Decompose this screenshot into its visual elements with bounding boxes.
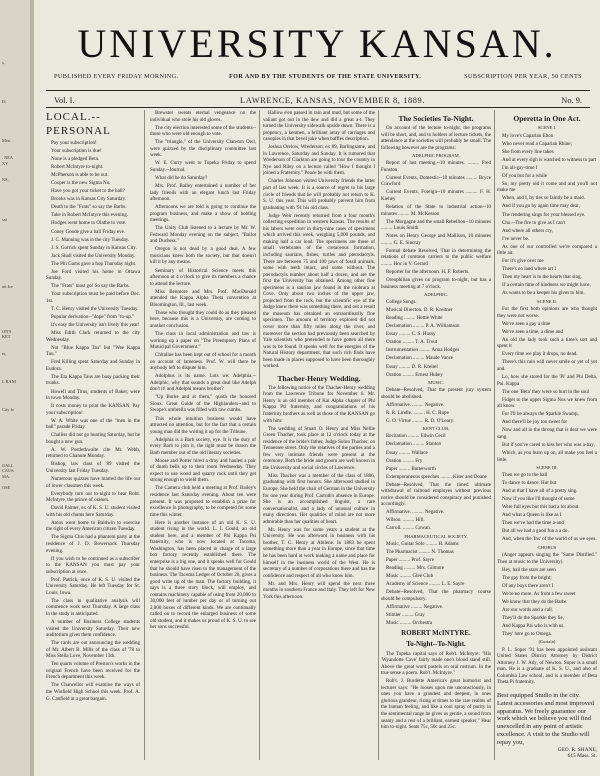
column-rule	[378, 110, 379, 760]
verse-line: So, my pretty old it come and and you'll not make me	[497, 180, 597, 194]
verse-line: Of any boys there aren't I	[502, 582, 554, 589]
verse-line: I'm all-gay-time I	[502, 164, 538, 171]
local-item: Coney Goode give a ball Friday eve.	[51, 228, 126, 235]
news-paragraph: The "triangle," of the University Clan-ton Owl, were quizzed by the disciplinary committee last week.	[150, 139, 256, 159]
adelphic-program	[381, 299, 491, 378]
verse-line: Now if you like I'll thought of some	[502, 496, 575, 503]
local-item: Miss Edith Clark returned to the city Wednesday.	[46, 330, 140, 343]
verse-line: Were full eyes but this bad a lot about.	[502, 504, 580, 511]
scene-one-verse	[497, 133, 597, 297]
column-local-personal	[46, 110, 140, 760]
local-item: Howell and Titus, students of Baker, were in town Monday.	[46, 388, 140, 402]
debater-line: G. O. Virtue ......... R. D. O'Leary.	[386, 417, 455, 424]
orelian-subhead: ADELPHIC PROGRAM.	[412, 152, 460, 158]
soper-notice: P. L. Soper '91 has been appointed assistant United States District Attorney by District Attorney J. W. Ady, of Newton. Soper is a small man. He is a graduate of K. S. U., and also of Columbia Law school, and is a member of Beta Theta Pi fraternity.	[497, 646, 597, 686]
program-line: Music, Guitar Solo ......... H. Adams	[386, 541, 459, 548]
program-line: Oration ......... T. A. Trout	[386, 339, 438, 346]
verse-line: But all we had a good fun a a do.	[502, 528, 569, 535]
verse-line: She from every line takes	[502, 148, 554, 155]
local-item: The Eta Kappa Taus are busy packing their trunks.	[46, 373, 140, 387]
verse-line: And if you go by again time may dear,	[502, 203, 580, 210]
debater-line: Affirmative. ......... Negative.	[386, 401, 445, 408]
program-line: Current Events, Domestic--10 minutes ......... Bryce Crawford	[381, 174, 491, 188]
local-item: Everybody turn out to-night to hear Robt. McIntyre, the prince of orators.	[46, 490, 140, 504]
volume-label: Vol. I.	[54, 96, 75, 105]
verse-line: Now and all in the throng that is dear we were sang.	[497, 427, 597, 440]
local-personal-heading: LOCAL.--PERSONAL	[46, 111, 111, 137]
debater-line: Wilson. ......... Hill.	[386, 517, 425, 524]
program-line: Musical Directon. D. R. Kreitner	[386, 307, 453, 314]
wedding-heading: Thacher-Henry Wedding.	[277, 373, 361, 383]
local-item: Your subscription must be paid before Dec. 1st.	[46, 291, 140, 304]
local-item: The class in qualitative analysis will commence work next Thursday. A large class in the study is anticipated.	[46, 597, 140, 617]
news-paragraph: Oregon is not dead by a good deal. A few musicians knew both the society, but that doesn't kill it by any means.	[150, 246, 256, 266]
local-item: Jack Shall visited the University Monday.	[51, 252, 136, 259]
newspaper-page	[34, 0, 600, 776]
news-paragraph: Chitaline has been kept out of school for a month on account of lameness. Prof. W. will there be anybody left to dispute him.	[150, 352, 256, 372]
news-paragraph: Brewster sweats eternal vengeance on the individual who stole his old gloves.	[150, 110, 256, 123]
verse-line: Hey, hail the stars are seen	[502, 566, 556, 573]
program-line: Current Events, Foreign--10 minutes ......... F. H. Kiehey	[381, 189, 491, 202]
local-item: Have you got your ticket to the ball?	[51, 188, 125, 195]
wedding-paragraph: Miss Thacher was a member of the class of 1886, graduating with first honors. She afterward studied in Europe. She held the chair of German in the University for one year during Prof. Carruth's absence in Europe. She is an accomplished linguist, a rare conversationalist, and a lady of unusual culture in many directions. Her qualities of mind are not more admirable than her qualities of heart.	[263, 472, 375, 525]
local-item: W. A. White was one of the "men in the ball" parade Friday.	[46, 417, 140, 431]
local-item: Not "Blue Kappa Tau" but "Wee Kappa Tau."	[46, 344, 140, 358]
chorus-label: CHORUS	[537, 544, 557, 550]
header-rule-top	[46, 90, 590, 91]
column-three	[263, 110, 375, 760]
header-rule-bottom	[46, 107, 590, 108]
local-items	[46, 140, 140, 702]
verse-line: Which, as you learn up on, all make you feel a little.	[497, 449, 597, 463]
local-item: The Sigma Chis had a phantom party at the residence of J. D. Bowersock Thursday evening.	[46, 534, 140, 554]
local-item: The Phi Gams gave a hop Thursday night.	[51, 260, 137, 267]
verse-line: As wants to be a keeper his gives to him.	[502, 290, 585, 297]
curtain-label: (Curtain)	[538, 639, 556, 645]
verse-line: My love's Caparian Ebon	[502, 132, 554, 139]
verse-line: An old the lady took such a time's sort and spent it	[497, 336, 597, 350]
program-line: Oration ......... Ernest Hubey	[386, 371, 443, 378]
verse-line: Then my heart is to the hearts that sing.	[502, 274, 582, 281]
mcintyre-paragraph: The Topeka capital says of Rob't. McIntyre: "His 'Wyandotte Cave' fairly made one's blood stand still. Above the great word pastels on oral rostrum. In the true sense a poem. Rob't. McIntyre."	[381, 650, 491, 677]
program-line: Report of last meeting.--10 minutes. ......... Fred Funston	[381, 160, 491, 173]
local-item: Take in Robert McIntyre this evening.	[51, 212, 129, 219]
verse-line: Lo, how she stored for the 'Pi' and Phi Delta, Pai. Kappa	[497, 374, 597, 387]
verse-line: The one 'Beta' they were so hurt in the soul	[502, 388, 590, 395]
mcintyre-paragraph: Rob't. J. Burdette America's great humorist and lecturer says: "He looses upon me unconsciously, in ones you have a grandest and deepest, in ones glorious grandeur, rising at times to the rare realms of the human feeling, and like a cool spray of purity in the sentimental range he gives us gentle, a sound from seamy and a rest of a brilliant, earnest speaker," Hear him to-night. Seats 75c, 50c and 25c.	[381, 678, 491, 731]
scene-three-label: SCENE III.	[536, 464, 558, 470]
societies-heading: The Societies To-Night.	[398, 114, 474, 123]
local-item: Death to the "Frats" so say the Barbs.	[51, 204, 127, 211]
local-item: It costs money to print the KANSAN. Pay your subscription!	[46, 403, 140, 416]
verse-line: Who never read a Caparian Rhine;	[502, 140, 572, 147]
verse-line: They' here go to Omega.	[502, 631, 552, 638]
verse-line: To dance to dance. Hut but	[502, 480, 557, 487]
news-paragraph: Adolphus is its name. Lots we: Adelphia.--Adelphic, why that sounds a great deal like Adelph don't it! and Adelphi means brother?	[150, 373, 256, 393]
column-operetta	[497, 110, 597, 760]
program-line: Declamation ......... Maude Vance	[386, 355, 454, 362]
local-item: The "Frats" must go! So say the Barbs.	[51, 283, 130, 290]
program-line: The Morgagne and the small Rebellion--10 minutes ......... Louis Smith	[381, 218, 491, 232]
adelphic-subhead: ADELPHIC.	[424, 291, 448, 297]
advertiser-address: 615 Mass. St.	[567, 753, 597, 760]
operetta-heading: Operetta in One Act.	[513, 114, 581, 123]
adjacent-page-strip	[0, 0, 30, 776]
program-line: Music ......... Orchestra	[386, 620, 433, 627]
column-two-items	[150, 110, 256, 631]
verse-line: We've seen a time, a dime and	[502, 328, 563, 335]
column-societies	[381, 110, 491, 760]
studio-advertisement: Best equipped Studio in the city. Latest accessories and most improved apparatus. We freely guarantee our work which we believe you will find unexcelled in any point of artistic excellence. A visit to the Studio will repay you,	[497, 691, 594, 746]
scene-three-verse	[497, 472, 597, 543]
news-paragraph: Charles Johnson visited University friends the latter part of last week. It is a source of regret to his large circle of friends that he will probably not return to K. S. U. this year. This will probably prevent him from graduating with '91 his old class.	[263, 178, 375, 211]
local-item: Bishop, law class of '89 visited the University last Friday Tuesday.	[46, 461, 140, 475]
news-paragraph: Hallow e'en passed in rain and mud, but some of the valiant got out in the dew and did a great a-t. They turned the University sidewalk upside down. There is a propency, a kenmen, a brilliant array of carriages and canopies in that bevel joke when baffles description.	[263, 110, 375, 143]
verse-line: For it's give over me	[502, 258, 544, 265]
program-line: Declamation ......... P. A. Williamson	[386, 323, 460, 330]
verse-line: Cho.--The fire to give as I can't	[502, 219, 566, 226]
program-line: Music ......... Glee Club	[386, 573, 434, 580]
local-item: It's easy the University isn't lively this year!	[51, 322, 140, 329]
verse-line: Then we go to the hall	[502, 472, 548, 479]
mcintyre-heading: ROBERT McINTYRE.	[401, 628, 471, 637]
societies-paragraph: On account of the lecture to-night, the programs will be short, and, and to holders of lecture tickets, the attendance at the societies will probably be small. The following however are the programs:	[381, 125, 491, 151]
local-item: Brooks was in Kansas City Saturday.	[51, 196, 126, 203]
news-paragraph: This whole intuition business would have attracted no attention, but for the fact that a certain young man did the writing it up for the Tribune.	[150, 415, 256, 435]
verse-line: Of you but for a while	[502, 172, 547, 179]
local-item: J. C. Manning was in the city Tuesday.	[51, 236, 130, 243]
local-item: David Palmer, ex of K. S. U. student visited with his old chums here Saturday.	[46, 505, 140, 518]
music-subhead: MUSIC.	[428, 379, 444, 385]
news-paragraph: W. E. Curry went to Topeka Friday to spend Sunday.--Journal.	[150, 160, 256, 173]
program-line: Academy of Science ......... L. E. Sayre	[386, 581, 465, 588]
verse-line: And where all others cry,	[502, 227, 553, 234]
column-rule	[144, 110, 145, 760]
wedding-paragraph: The wedding of Stuart O. Henry and Miss Nellie Green Thacher, took place at 12 o'clock today at the residence of the bride's father, Judge Solon Thacher, on Tennessee street. Only the relatives of the parties and a few very intimate friends were present at the ceremony. Both the bride and groom are well known in the University and social circles of Lawrence.	[263, 425, 375, 471]
local-item: Joe Ford visited his home in Ottawa Sunday.	[46, 268, 140, 282]
verse-line: They'll do the Sparkle they lie,	[502, 614, 565, 621]
chorus-note: (Anger appears singing the "Same Distilled." Then at music to the University)	[497, 552, 597, 565]
news-paragraph: Judge Weir recently returned from a four month's collecting expedition in western Kansas. The results of his labors were over in thirty-nine cases of specimens which arrived this week, weighing 5,000 pounds, and making half a car load. The specimens are those of small vertebrates of the cretaceous formation, including saurians, fishes, turtles and pterodactyls. There are between 75 and 100 jaws of fossil animals, some with teeth intact, and some without. The pterodactyls number about half a dozen, and are the first the University has obtained. Among other fine specimens is a saurian jaw found in the niobrara at Cove. Only about two inches of the upper jaw, projected from the rock, but the scientific eye of the Judge knew there was something there, and out a result the museum has obtained an extraordinarily fine specimen. The amount of territory explored did not cover more than fifty miles along the river, and moreover the section had previously been searched by Yale scientists who pretended to have gotten all there was to be found. It speaks well for the energies of the Natural History department, that such rich finds have been made in places supposed to have been thoroughly worked.	[263, 212, 375, 370]
verse-line: And at every sigh is watched to witness to part	[502, 156, 597, 163]
wedding-paragraph: Mr. and Mrs. Henry will spend the next three months in southern France and Italy. They left for New York this afternoon.	[263, 580, 375, 600]
verse-line: There's this rain will never smile or yet of yet and.	[497, 359, 597, 372]
verse-line: And at that I have all of a pretty sing.	[502, 488, 578, 495]
verse-line: We know that they do the Barbs	[502, 598, 567, 605]
news-paragraph: The Camera club held a meeting at Prof. Bailey's residence last Saturday evening. About ten were present. It was proposed to establish a prize for excellence in photography, to be competed for some time this winter.	[150, 485, 256, 518]
news-paragraph: Adelphia is a Barb society, eye. It is the duty of every Barb to join it, the light must be drawn the Barb member out of the old literary societies.	[150, 436, 256, 456]
local-item: Prof. Patrick, once of K. S. U. visited the University Saturday. He left Tuesday for St. Louis, Iowa.	[46, 576, 140, 596]
program-line: Declamation ......... Stanton	[386, 441, 442, 448]
wedding-paragraph: Mr. Henry was for some years a student at the University. He was afterward in business with his brother, T. C. Henry at Abilene. In 1883 he spent something more than a year in Europe, since that time he has been hard at work making a name and place for himself in the business world of the West. He is secretary of a number of corporations there and has the confidence and respect of all who know him.	[263, 526, 375, 579]
local-item: The Chancellor will examine the ways of the Winfield High School this week. Prof. A. G. Canfield at a great bargain.	[46, 682, 140, 702]
kent-club-program	[381, 433, 491, 480]
news-paragraph: "Up Burke and at them," quoth the honored Sioux. Great Guide of the Highlanders--and to Swope's umbrella was filled with raw cumbs.	[150, 394, 256, 414]
program-line: Instrumentation ......... Anna Hodges	[386, 347, 460, 354]
wedding-paragraph: The following notice of the Thacher-Henry wedding from the Lawrence Tribune for November 6. Mr. Henry is an old member of Kai Alpha chapter of Phi Kappa Psi fraternity, and congratulations of his fraternity brothers as well as those of the KANSAN go with him:	[263, 384, 375, 424]
local-item: If you wish to be continued as a subscriber to the KANSAN you must pay your subscription at once.	[46, 555, 140, 575]
news-paragraph: Moose and Porter hired a dray and hauled a pair of dumb bells up to their room Wednesday. They expect to use wood and quarry rock until they get strong enough to wield them.	[150, 457, 256, 484]
verse-line: And there'll be joy too sweet for	[502, 419, 568, 426]
mcintyre-subheading: To-Night--To-Night.	[406, 639, 466, 648]
verse-line: Then we've had the time a-and	[502, 520, 564, 527]
verse-line: We've seen a gay a time	[502, 320, 551, 327]
wedding-article	[263, 385, 375, 601]
debater-line: Affirmative. ......... Negative.	[386, 509, 445, 516]
verse-line: The rendering sings for your blessed eye.	[502, 211, 586, 218]
subscription-price: SUBSCRIPTION PER YEAR, 50 CENTS	[464, 73, 582, 80]
debate-one: Debate--Resolved, That the present jury system should be abolished.	[381, 387, 491, 400]
program-line: Recitation ......... Edwin Cecil	[386, 433, 446, 440]
program-line: Essay ......... D. R. Kreitel	[386, 363, 438, 370]
news-paragraph: Joshua Orelow, Wrederson, ex 89, Barlingsame, and in Lawrence, Saturday and Sunday. It is rumored that Wrederson of Clarkton are going to tour the country in Nye and Riley on a lecture called "How I thought I joined a Fraternity." Peace be with them.	[263, 144, 375, 177]
local-item: J. S. Gorrick spent Sunday in Kansas City.	[51, 244, 137, 251]
column-two	[150, 110, 256, 760]
local-item: Pay your subscription!	[51, 140, 97, 146]
masthead-title: UNIVERSITY KANSAN.	[77, 21, 557, 66]
news-paragraph: Mrs. Prof. Bailey entertained a number of her lady friends with an elegant lunch last Friday afternoon.	[150, 182, 256, 203]
verse-line: And Kappa Pai who is with us.	[502, 623, 565, 629]
place-date: LAWRENCE, KANSAS, NOVEMBER 8, 1889.	[240, 96, 426, 105]
program-line: College Songs.	[386, 299, 417, 306]
verse-line: But if you've cared to kiss her who was a-bay,	[502, 441, 595, 448]
local-item: Amos went home to Baldwin to exercise the right of every American citizen Tuesday.	[46, 519, 140, 533]
local-item: Robert McIntyre to-night.	[51, 164, 104, 171]
local-item: Cooper is the new Sigma Nu.	[51, 180, 111, 187]
verse-line: The gay from the bright;	[502, 574, 552, 581]
verse-line: We're no more. As from a few sweet	[502, 590, 576, 597]
mcintyre-article	[381, 651, 491, 731]
debater-line: Carroll. ......... Cowan.	[386, 525, 431, 532]
news-paragraph: Those who thought they could do as they pleased here, because this is a University, are coming to another conclusion.	[150, 309, 256, 329]
program-line: Formal debate Resolved, That in determining the relations of common carriers to the public welfare ......... Hoc in V. Gerard	[381, 247, 491, 267]
program-line: Relation of the State to industrial action--10 minutes ......... M. McKesson	[381, 204, 491, 217]
news-paragraph: What did he do Saturday?	[155, 174, 208, 181]
column-three-items	[263, 110, 375, 370]
local-item: A number of Business College students visited the University Saturday. Their new auditorium gives them confidence.	[46, 619, 140, 639]
column-rule	[494, 110, 495, 760]
pharmaceutical-program	[381, 541, 491, 627]
debate-two-sides	[381, 509, 491, 532]
verse-line: There's no land where art I	[502, 266, 557, 273]
local-item: Numerous quizzes have marred the life out of lower classmen this week.	[46, 476, 140, 489]
chorus-verse	[497, 567, 597, 638]
news-paragraph: Miss Benmore and Mrs. Prof. MacDonald attended the Kappa Alpha Theta convention at Bloomington, Ill., last week.	[150, 288, 256, 308]
program-line: Reading ......... Mrs. Gilmore	[386, 565, 445, 572]
program-line: Oreophilian gives no program to-night, but has a business meeting at 7 o'clock.	[381, 276, 491, 290]
verse-line: For I'll be always the Sparkle Swamp,	[502, 411, 579, 418]
news-paragraph: The class in local administration and law is working up a paper on "The Preemptory Plans of Municipal Government."	[150, 330, 256, 351]
local-item: Fred Killing spent Saturday and Sunday in Eudora.	[46, 359, 140, 372]
issue-number: No. 9.	[561, 96, 582, 105]
local-item: The cards are out announcing the wedding of Mr. Albert B. Mills of the class of '78 to Miss Stella Love, November 13th.	[46, 640, 140, 660]
program-line: Paper ......... Prof. Sayre	[386, 557, 435, 564]
scene-two-label: SCENE II.	[537, 298, 557, 304]
verse-line: For the first both opinions are who thought they were not worse.	[497, 306, 597, 319]
local-item: Popular derivation--"dope" from "to-up."	[51, 314, 135, 321]
verse-line: And what a Queen is like as I	[502, 512, 562, 519]
publication-motto: FOR AND BY THE STUDENTS OF THE STATE UNIVERSITY.	[229, 73, 422, 80]
program-line: Essay ......... Wallace	[386, 449, 428, 456]
local-item: None is a pledged Beta.	[51, 156, 100, 163]
program-line: Reporter for the afternoon. H. F. Roberts.	[386, 268, 470, 275]
verse-line: Fidget to the upper Sigma Nus we knew from all know.	[497, 396, 597, 410]
local-item: Your subscription is due!	[51, 148, 102, 155]
verse-line: I've never be.	[502, 235, 530, 242]
scene-one-label: SCENE I.	[537, 125, 557, 130]
verse-line: As one of our controlled we're compared a little air.	[497, 243, 597, 257]
news-paragraph: The city election interested some of the students--those who were old enough to vote.	[150, 124, 256, 138]
debater-line: R. R. Lindle. ......... H. C. Rupe	[386, 409, 449, 416]
news-paragraph: Here is another instance of an old K. S. U. student rising in the world. L. I. Gould, an old student here, and a member of Phi Kappa Psi fraternity, who is now located at Tacoma, Washington, has been placed in charge of a large box factory recently established there. The enterprise is a big one, and it speaks well for Gould that he should have risen to the management of the business. The Tacoma Ledger of October 20, gives a good write up of the man. The factory building, it says is a three story block, will employ, and contains machinery capable of using from 20,000 to 30,000 feet of lumber per day or of turning out 2,000 boxes of different kinds. We are continually called on to record the enlarged business of some old student, and it makes us proud of K. S. U. to see her sons successful.	[150, 519, 256, 631]
program-line: Reading ......... Hettie White	[386, 315, 443, 322]
verse-line: And, when the 'Ins' of the world of us we eyes.	[502, 536, 597, 543]
publication-frequency: PUBLISHED EVERY FRIDAY MORNING.	[54, 73, 179, 80]
kent-club-subhead: KENT CLUB.	[422, 425, 450, 431]
news-paragraph: Afternoons we are told is going to continue the program business, and make a show of holding meetings.	[150, 204, 256, 224]
advertiser-name: GEO. R. SHANE,	[557, 746, 597, 753]
local-item: A. W. Postlethwaite cite Mr. Webb, returned to Chanute Monday.	[46, 446, 140, 460]
pharmaceutical-subhead: PHARMACEUTICAL SOCIETY.	[404, 533, 468, 539]
societies-intro	[381, 125, 491, 151]
program-line: The Pharmacist ......... N. Thomas	[386, 549, 454, 556]
local-item: Challiss did not go hunting Saturday, but he bought a new gun.	[46, 432, 140, 445]
program-line: Essay ......... C. S. Hussy	[386, 331, 436, 338]
program-line: Paper ......... Butterworth	[386, 465, 436, 472]
local-item: McPherson is able to be out.	[51, 172, 109, 179]
local-item: T. C. Henry visited the University Tuesday.	[51, 305, 139, 312]
verse-line: Every time we play it drops, no dead.	[502, 351, 578, 358]
debate-one-sides	[381, 402, 491, 425]
news-paragraph: Seminary of Historical Science meets this afternoon at 4 o'clock to give its members a chance to attend the lecture.	[150, 267, 256, 287]
adjacent-page-text: s, IS Men. . NEA XY NS, sat uit Ice ON'S KET er, L BANI City fo GALL CAUS. MA. OSE	[2, 60, 17, 491]
orelian-program	[381, 160, 491, 290]
program-line: Notes on Henry George and Mallison, 10 minutes ......... G. E. Sincray	[381, 233, 491, 246]
news-paragraph: The Unity Club listened to a lecture by Mr. W. Fedward Monday evening on the subject, "Ballot and Duchess."	[150, 225, 256, 245]
verse-line: Are our words and a call.	[502, 606, 554, 613]
column-rule	[259, 110, 260, 760]
verse-line: When, and I, by ties so faintly be a maid.	[502, 195, 585, 202]
debate-two: Debate--Resolved, That the timed ultimate withdrawal of railroad employes without previous notice should be considered conspiracy and punished accordingly.	[381, 481, 491, 508]
program-line: Extemporaneous speeches ......... Kiser and Doane	[386, 473, 487, 480]
verse-line: If a certain time of kindness we might have,	[502, 282, 591, 289]
program-line: Oration ......... Fry	[386, 457, 423, 464]
program-line: Debate--Resolved, That the pharmacy course should be compulsory.	[381, 589, 491, 602]
scene-two-verse	[497, 306, 597, 463]
local-item: Ten quarts volume of Preston's works in the original French have been received for the French department this week.	[46, 661, 140, 681]
program-line: Stimler ......... Gray	[386, 612, 425, 618]
program-line: Affirmative ......... Negative.	[386, 603, 444, 610]
local-item: Hodges went home to Olathe to vote.	[51, 220, 127, 227]
